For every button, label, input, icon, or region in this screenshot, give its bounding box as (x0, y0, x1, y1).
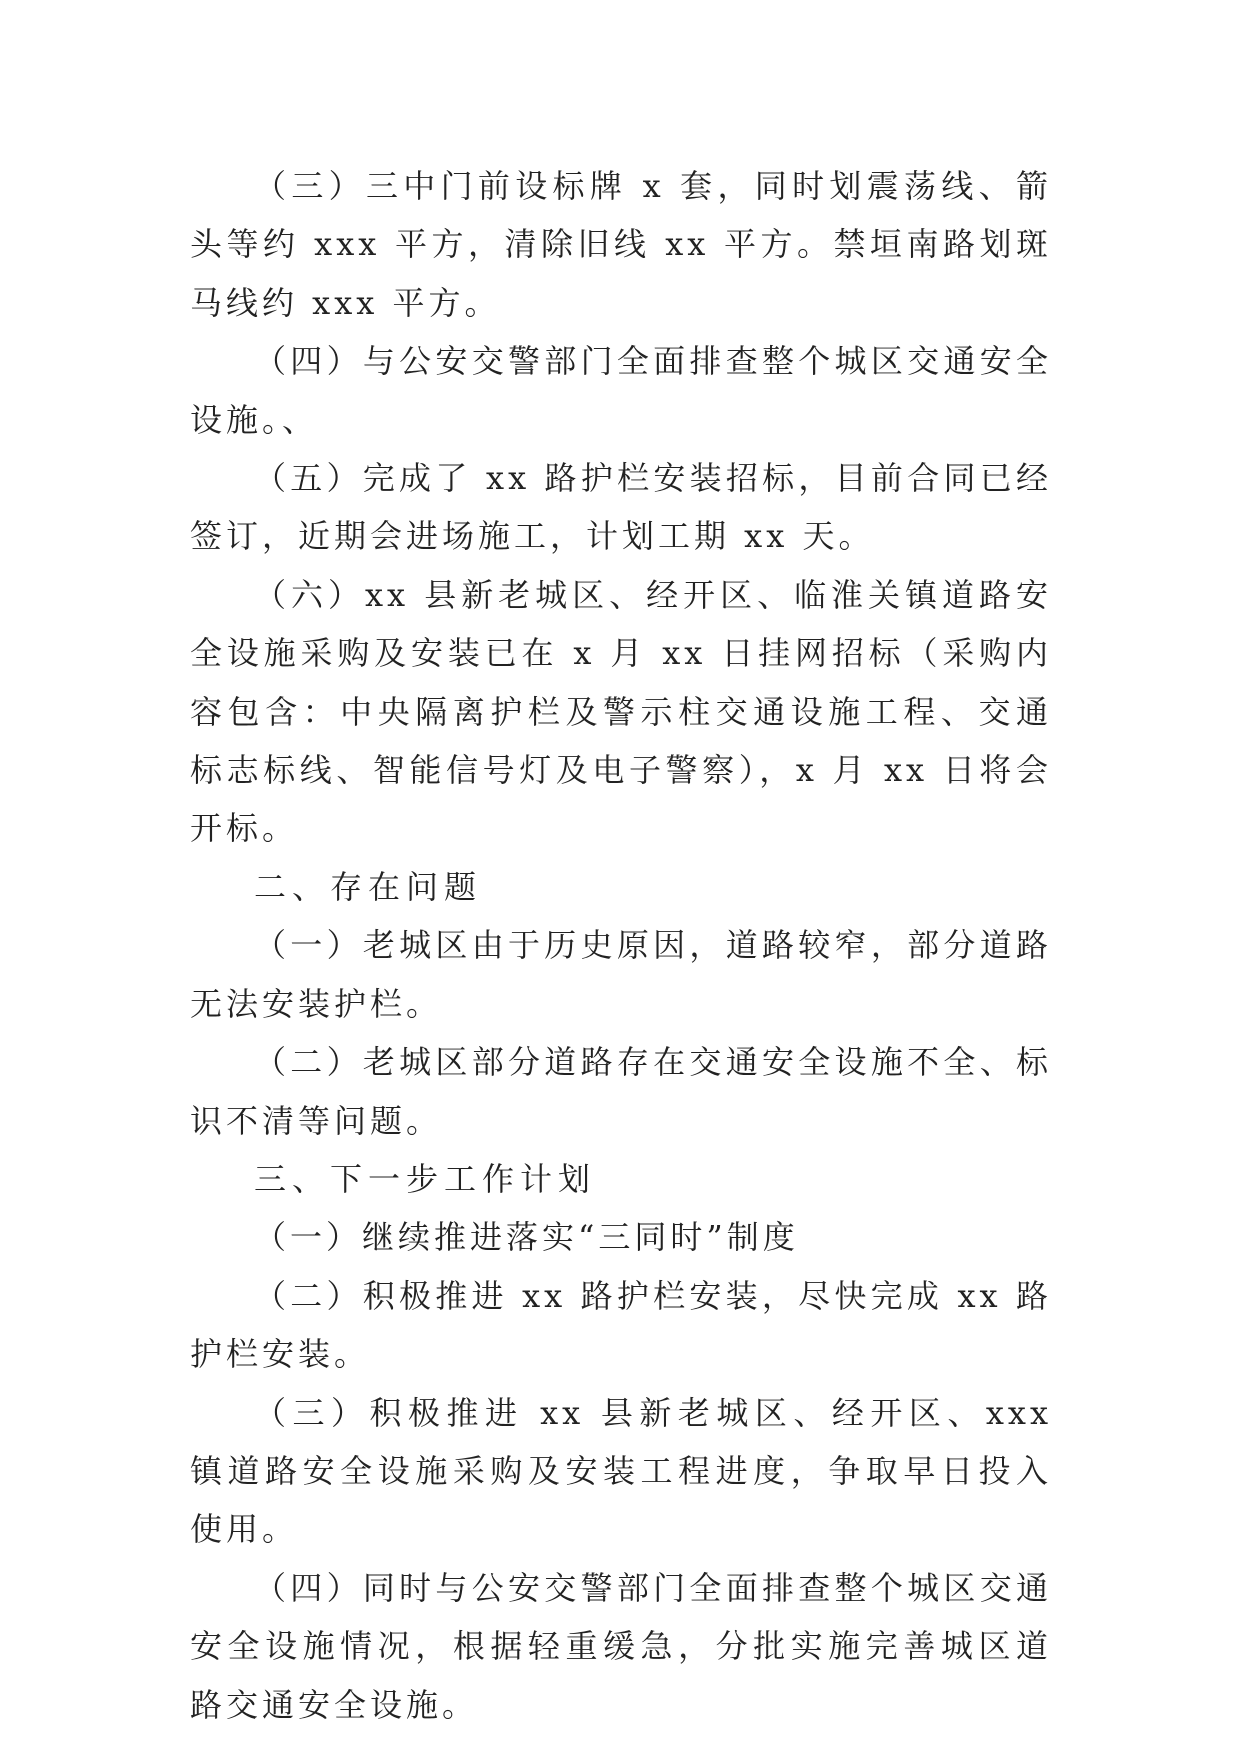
paragraph-five: （五）完成了 xx 路护栏安装招标，目前合同已经签订，近期会进场施工，计划工期 xx 天。 (190, 459, 1052, 556)
plan-item-four: （四）同时与公安交警部门全面排查整个城区交通安全设施情况，根据轻重缓急，分批实施完善城区道路交通安全设施。 (190, 1568, 1052, 1724)
problem-item-one: （一）老城区由于历史原因，道路较窄，部分道路无法安装护栏。 (190, 926, 1052, 1023)
section-heading-next-plan: 三、下一步工作计划 (254, 1159, 597, 1198)
plan-item-two: （二）积极推进 xx 路护栏安装，尽快完成 xx 路护栏安装。 (190, 1276, 1052, 1374)
paragraph-three: （三）三中门前设标牌 x 套，同时划震荡线、箭头等约 xxx 平方，清除旧线 xx 平方。禁垣南路划斑马线约 xxx 平方。 (190, 167, 1052, 322)
plan-item-three: （三）积极推进 xx 县新老城区、经开区、xxx 镇道路安全设施采购及安装工程进度，争取早日投入使用。 (190, 1393, 1052, 1549)
problem-item-two: （二）老城区部分道路存在交通安全设施不全、标识不清等问题。 (190, 1043, 1052, 1140)
plan-item-one: （一）继续推进落实“三同时”制度 (254, 1218, 799, 1257)
document-body (190, 157, 1052, 1734)
section-heading-problems: 二、存在问题 (254, 867, 483, 906)
paragraph-six: （六）xx 县新老城区、经开区、临淮关镇道路安全设施采购及安装已在 x 月 xx 日挂网招标（采购内容包含：中央隔离护栏及警示柱交通设施工程、交通标志标线、智能信号灯及电子警察），x 月 xx 日将会开标。 (190, 575, 1052, 848)
paragraph-four: （四）与公安交警部门全面排查整个城区交通安全设施。、 (190, 342, 1052, 439)
